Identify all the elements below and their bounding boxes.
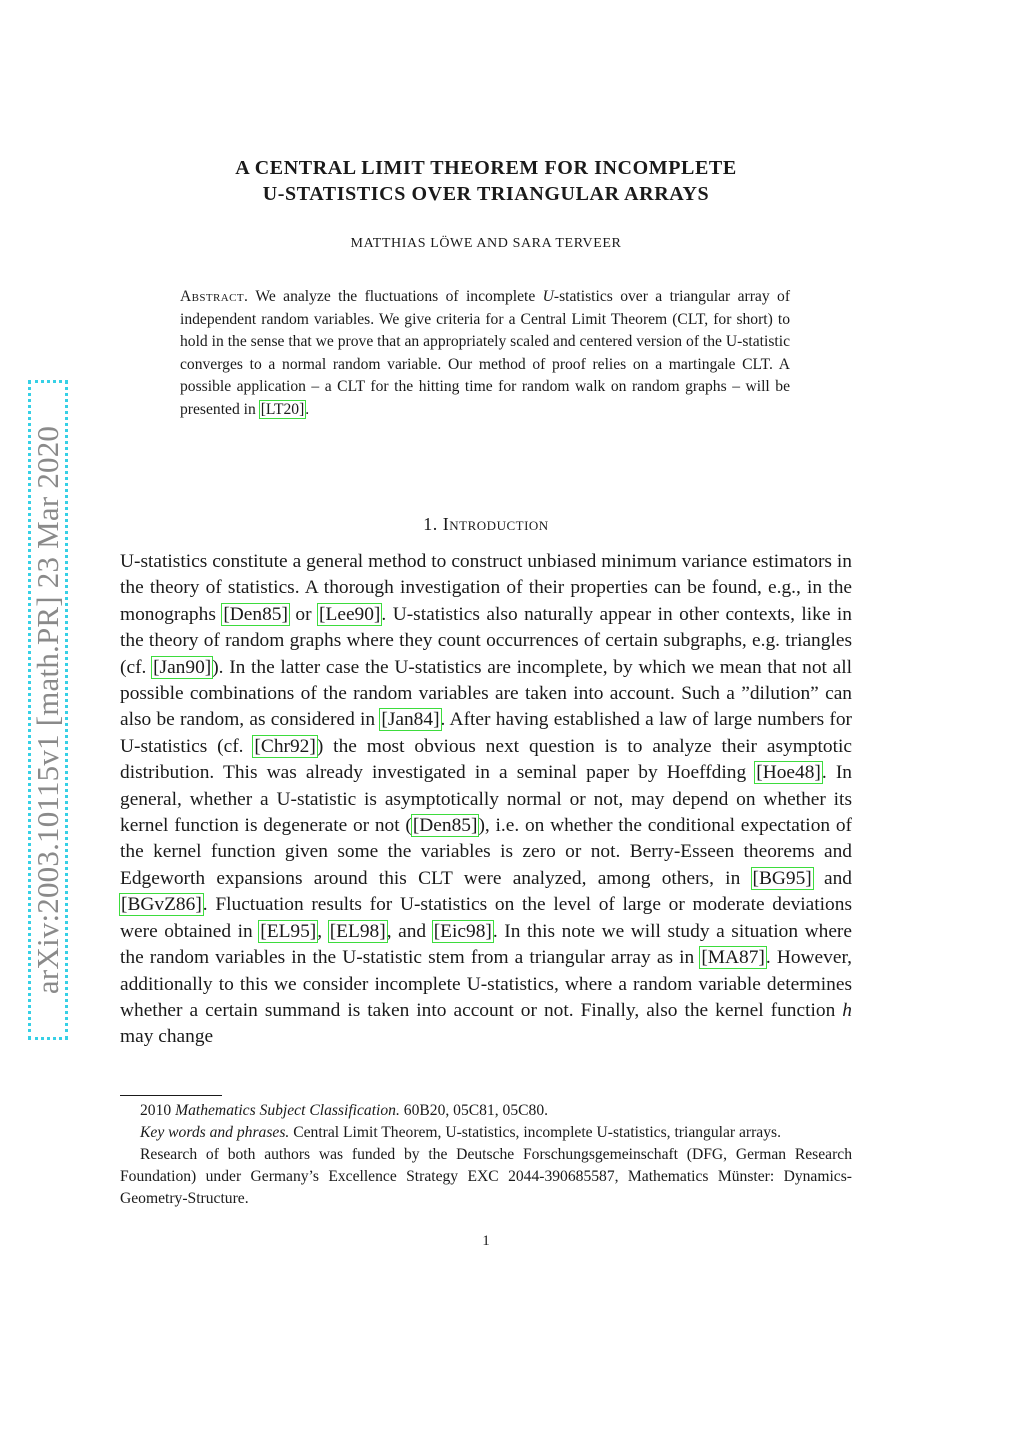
citation-bgvz86[interactable]: [BGvZ86] [121,894,202,916]
abstract-text-end: . [305,400,310,418]
abstract-text-1: We analyze the fluctuations of incomplete [248,288,543,305]
intro-text: , and [386,920,433,942]
kernel-h-symbol: h [842,999,852,1021]
citation-den85[interactable]: [Den85] [223,603,288,625]
introduction-paragraph [120,549,852,1051]
intro-text: U-statistics constitute a general method to construct unbiased minimum variance estimators in the theory of statistics. A thorough investigation of their properties can be found, e.g., in the monographs [120,551,852,625]
intro-text: . In general, whether a U-statistic is asymptotically normal or not, may depend on whether its kernel function is degenerate or not ( [120,762,852,837]
citation-jan84[interactable]: [Jan84] [381,709,440,731]
abstract [180,286,790,422]
section-heading [120,514,852,535]
citation-el95[interactable]: [EL95] [260,920,317,942]
citation-chr92[interactable]: [Chr92] [254,735,316,757]
citation-den85-second[interactable]: [Den85] [412,815,478,837]
keywords-footnote [120,1122,852,1144]
arxiv-id: arXiv:2003.10115v1 [math.PR] 23 Mar 2020 [30,425,65,995]
intro-text: and [812,867,852,889]
citation-lee90[interactable]: [Lee90] [319,603,381,625]
intro-text: , [317,920,329,942]
intro-text: or [288,603,319,625]
citation-jan90[interactable]: [Jan90] [153,656,212,678]
msc-footnote [120,1100,852,1122]
msc-label: Mathematics Subject Classification. [175,1102,400,1119]
intro-text: ). In the latter case the U-statistics are incomplete, by which we mean that not all possible combinations of the random variables are taken into account. Such a ”dilution” can also be random, as considered in [120,656,853,731]
keywords-text: Central Limit Theorem, U-statistics, incomplete U-statistics, triangular arrays. [289,1124,781,1141]
citation-ma87[interactable]: [MA87] [701,947,765,969]
abstract-heading: Abstract. [180,288,249,305]
abstract-text-2: -statistics over a triangular array of independent random variables. We give criteria for a Central Limit Theorem (CLT, for short) to hold in the sense that we prove that an appropriately scaled and centered version of the U-statistic converges to a normal random variable. Our method of proof relies on a martingale CLT. A possible application – a CLT for the hitting time for random walk on random graphs – will be presented in [180,288,791,418]
msc-codes: 60B20, 05C81, 05C80. [399,1102,549,1119]
citation-eic98[interactable]: [Eic98] [433,920,492,942]
funding-footnote: Research of both authors was funded by the Deutsche Forschungsgemeinschaft (DFG, German Research Foundation) under Germany’s Excellence Strategy EXC 2044-390685587, Mathematics Münster: Dynamics-Geometry-Structure. [120,1146,852,1207]
keywords-label: Key words and phrases. [140,1124,290,1141]
citation-bg95[interactable]: [BG95] [752,867,812,889]
intro-text: ) the most obvious next question is to analyze their asymptotic distribution. This was already investigated in a seminal paper by Hoeffding [120,735,853,784]
intro-text: . After having established a law of large numbers for U-statistics (cf. [120,709,852,757]
authors: MATTHIAS LÖWE AND SARA TERVEER [350,236,622,251]
page-number: 1 [482,1233,490,1249]
footnotes [120,1100,852,1210]
citation-hoe48[interactable]: [Hoe48] [756,762,821,784]
citation-el98[interactable]: [EL98] [329,920,386,942]
intro-text: may change [120,1026,214,1048]
paper-title [120,155,852,207]
intro-text: . Fluctuation results for U-statistics on the level of large or moderate deviations were obtained in [120,894,852,942]
title-line-2: U-STATISTICS OVER TRIANGULAR ARRAYS [262,183,710,205]
citation-lt20[interactable]: [LT20] [260,400,305,418]
intro-text: . However, additionally to this we consider incomplete U-statistics, where a random variable determines whether a certain summand is taken into account or not. Finally, also the kernel function [120,947,852,1021]
section-number: 1. [423,514,438,534]
intro-text: . In this note we will study a situation where the random variables in the U-statistic stem from a triangular array as in [120,920,852,969]
intro-text: ), i.e. on whether the conditional expectation of the kernel function given some the variables is zero or not. Berry-Esseen theorems and Edgeworth expansions around this CLT were analyzed, among others, in [120,815,852,889]
section-title: Introduction [442,514,549,534]
title-line-1: A CENTRAL LIMIT THEOREM FOR INCOMPLETE [235,157,737,179]
footnote-divider [120,1095,222,1096]
intro-text: . U-statistics also naturally appear in other contexts, like in the theory of random graphs where they count occurrences of certain subgraphs, e.g. triangles (cf. [120,603,852,678]
arxiv-stamp[interactable] [28,380,68,1040]
msc-year: 2010 [140,1102,176,1119]
abstract-u-symbol: U [542,288,554,305]
